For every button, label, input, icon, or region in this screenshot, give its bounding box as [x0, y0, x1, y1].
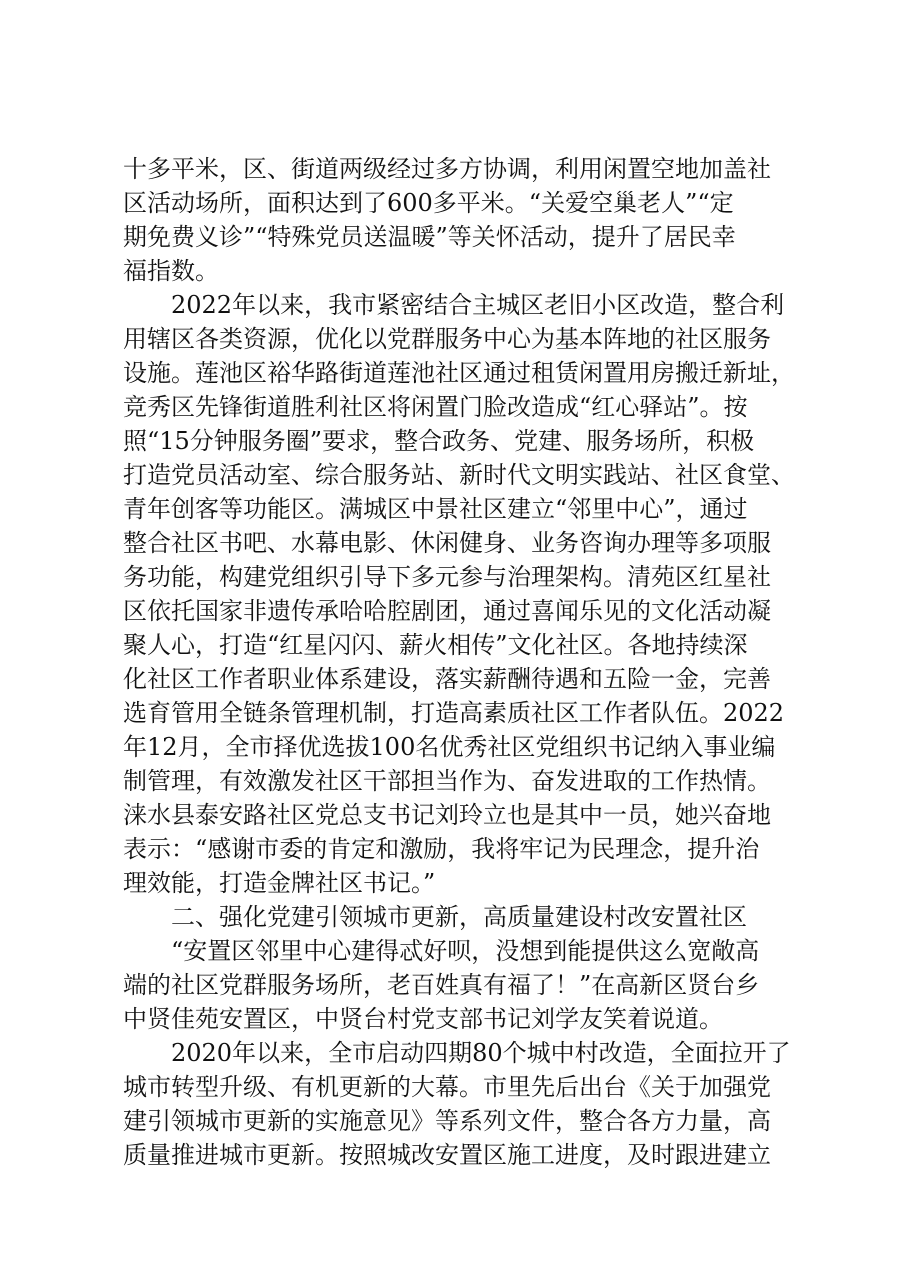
text-line: 质量推进城市更新。按照城改安置区施工进度，及时跟进建立: [123, 1141, 771, 1169]
text-line: 打造党员活动室、综合服务站、新时代文明实践站、社区食堂、: [123, 461, 795, 489]
text-line: “安置区邻里中心建得忒好呗，没想到能提供这么宽敞高: [171, 937, 760, 965]
text-line: 青年创客等功能区。满城区中景社区建立“邻里中心”，通过: [123, 495, 748, 523]
text-line: 设施。莲池区裕华路街道莲池社区通过租赁闲置用房搬迁新址，: [123, 359, 795, 387]
text-line: 端的社区党群服务场所，老百姓真有福了！”在高新区贤台乡: [123, 971, 760, 999]
text-line: 十多平米，区、街道两级经过多方协调，利用闲置空地加盖社: [123, 155, 771, 183]
text-line: 理效能，打造金牌社区书记。”: [123, 869, 436, 897]
text-line: 制管理，有效激发社区干部担当作为、奋发进取的工作热情。: [123, 767, 771, 795]
text-line: 区依托国家非遗传承哈哈腔剧团，通过喜闻乐见的文化活动凝: [123, 597, 771, 625]
text-line: 聚人心，打造“红星闪闪、薪火相传”文化社区。各地持续深: [123, 631, 748, 659]
text-line: 城市转型升级、有机更新的大幕。市里先后出台《关于加强党: [123, 1073, 771, 1101]
text-line: 年12月，全市择优选拔100名优秀社区党组织书记纳入事业编: [123, 733, 776, 761]
text-line: 用辖区各类资源，优化以党群服务中心为基本阵地的社区服务: [123, 325, 771, 353]
text-line: 表示：“感谢市委的肯定和激励，我将牢记为民理念，提升治: [123, 835, 760, 863]
text-line: 务功能，构建党组织引导下多元参与治理架构。清苑区红星社: [123, 563, 771, 591]
text-line: 竞秀区先锋街道胜利社区将闲置门脸改造成“红心驿站”。按: [123, 393, 748, 421]
section-heading: 二、强化党建引领城市更新，高质量建设村改安置社区: [171, 903, 747, 931]
text-line: 2020年以来，全市启动四期80个城中村改造，全面拉开了: [171, 1039, 791, 1067]
text-line: 福指数。: [123, 257, 219, 285]
text-line: 整合社区书吧、水幕电影、休闲健身、业务咨询办理等多项服: [123, 529, 771, 557]
text-line: 涞水县泰安路社区党总支书记刘玲立也是其中一员，她兴奋地: [123, 801, 771, 829]
text-line: 中贤佳苑安置区，中贤台村党支部书记刘学友笑着说道。: [123, 1005, 723, 1033]
text-line: 2022年以来，我市紧密结合主城区老旧小区改造，整合利: [171, 291, 785, 319]
text-line: 建引领城市更新的实施意见》等系列文件，整合各方力量，高: [123, 1107, 771, 1135]
text-line: 照“15分钟服务圈”要求，整合政务、党建、服务场所，积极: [123, 427, 755, 455]
text-line: 选育管用全链条管理机制，打造高素质社区工作者队伍。2022: [123, 699, 785, 727]
text-line: 区活动场所，面积达到了600多平米。“关爱空巢老人”“定: [123, 189, 734, 217]
text-line: 化社区工作者职业体系建设，落实薪酬待遇和五险一金，完善: [123, 665, 771, 693]
text-line: 期免费义诊”“特殊党员送温暖”等关怀活动，提升了居民幸: [123, 223, 736, 251]
